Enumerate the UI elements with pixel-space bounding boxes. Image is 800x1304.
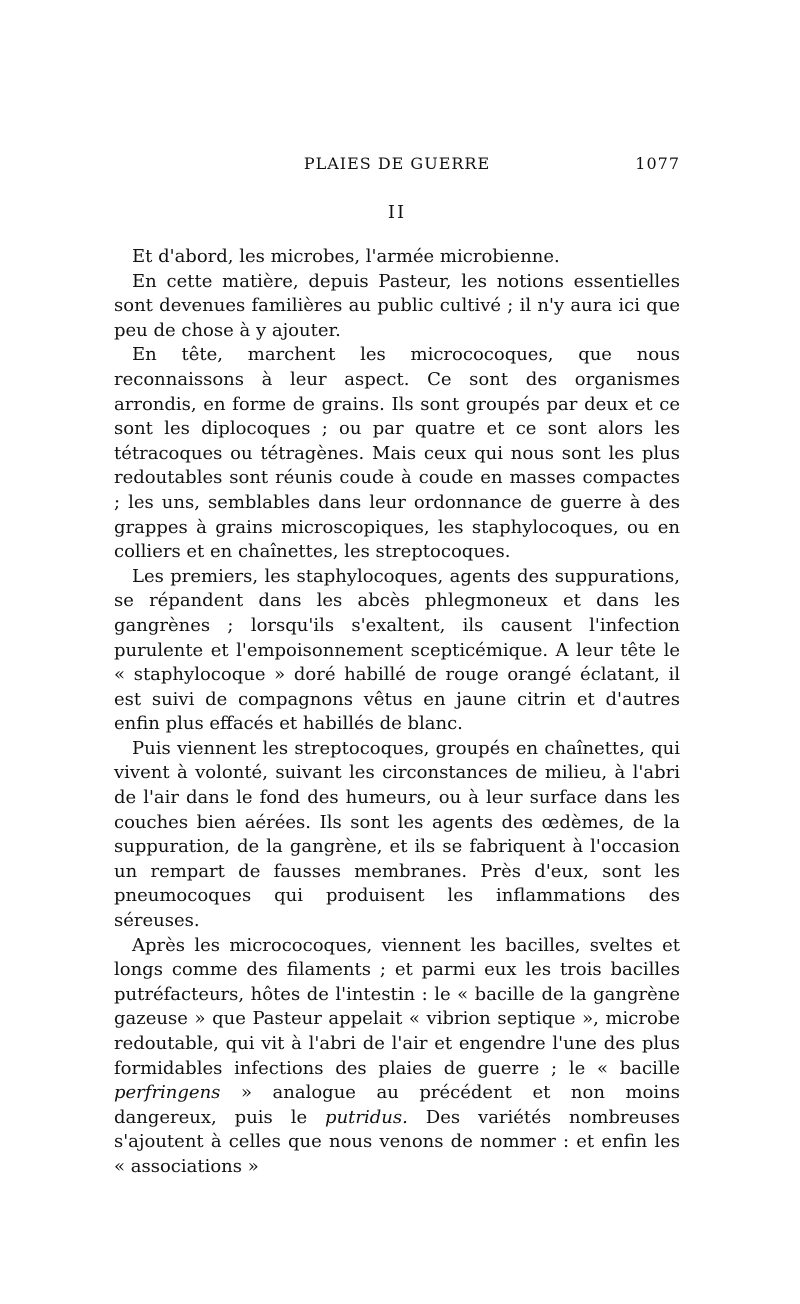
paragraph-5: Puis viennent les streptocoques, groupés en chaînettes, qui vivent à volonté, suivant les circonstances de milieu, à l'abri de l'air dans le fond des humeurs, ou à leur surface dans les couches bien aérées. Ils sont les agents des œdèmes, de la suppuration, de la gangrène, et ils se fabriquent à l'occasion un rempart de fausses membranes. Près d'eux, sont les pneumocoques qui produisent les inflammations des séreuses. (114, 737, 680, 932)
paragraph-2: En cette matière, depuis Pasteur, les notions essentielles sont devenues familières au public cultivé ; il n'y aura ici que peu de chose à y ajouter. (114, 270, 680, 341)
paragraph-6-part-1: Après les micrococoques, viennent les bacilles, sveltes et longs comme des filaments ; et parmi eux les trois bacilles putréfacteurs, hôtes de l'intestin : le « bacille de la gangrène gazeuse » que Pasteur appelait « vibrion septique », microbe redoutable, qui vit à l'abri de l'air et engendre l'une des plus formidables infections des plaies de guerre ; le « bacille (114, 934, 680, 1079)
paragraph-6-part-2: » analogue au précédent et non moins dangereux, puis le (114, 1082, 680, 1128)
book-page (114, 150, 680, 1180)
section-numeral: II (387, 202, 407, 223)
paragraph-6-italic-perfringens: perfringens (114, 1082, 221, 1104)
paragraph-6 (114, 934, 680, 1180)
paragraph-6-italic-putridus: putridus. (325, 1106, 408, 1128)
paragraph-6-part-3: Des variétés nombreuses s'ajoutent à celles que nous venons de nommer : et enfin les « associations » (114, 1106, 680, 1177)
body-text (114, 245, 680, 1180)
paragraph-4: Les premiers, les staphylocoques, agents des suppurations, se répandent dans les abcès phlegmoneux et dans les gangrènes ; lorsqu'ils s'exaltent, ils causent l'infection purulente et l'empoisonnement scepticémique. A leur tête le « staphylocoque » doré habillé de rouge orangé éclatant, il est suivi de compagnons vêtus en jaune citrin et d'autres enfin plus effacés et habillés de blanc. (114, 565, 680, 735)
page-number: 1077 (635, 154, 680, 173)
paragraph-1: Et d'abord, les microbes, l'armée microbienne. (132, 246, 560, 267)
running-title: PLAIES DE GUERRE (303, 154, 491, 173)
paragraph-3: En tête, marchent les micrococoques, que nous reconnaissons à leur aspect. Ce sont des organismes arrondis, en forme de grains. Ils sont groupés par deux et ce sont les diplocoques ; ou par quatre et ce sont alors les tétracoques ou tétragènes. Mais ceux qui nous sont les plus redoutables sont réunis coude à coude en masses compactes ; les uns, semblables dans leur ordonnance de guerre à des grappes à grains microscopiques, les staphylocoques, ou en colliers et en chaînettes, les streptocoques. (114, 344, 680, 563)
running-head (114, 150, 680, 178)
